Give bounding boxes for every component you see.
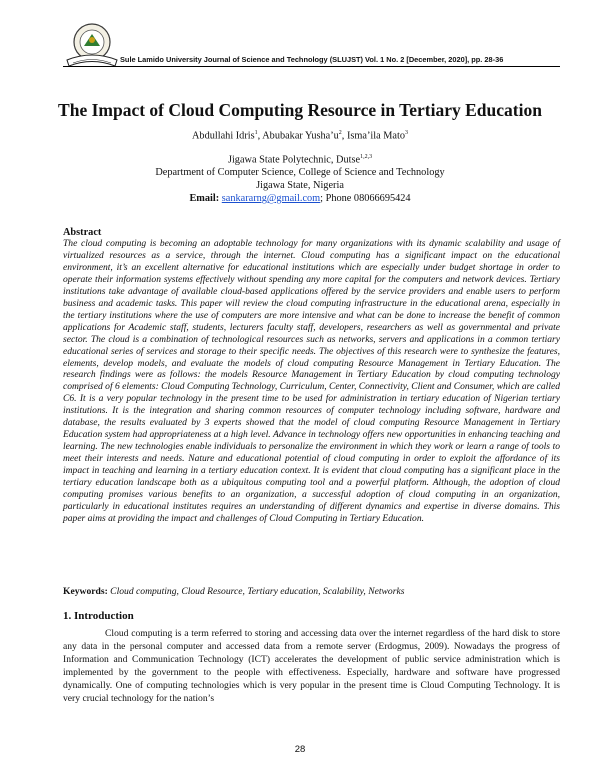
author-sup: 2 xyxy=(338,130,342,136)
section-heading: 1. Introduction xyxy=(63,610,134,622)
institution-name: Jigawa State Polytechnic, Dutse xyxy=(227,154,361,166)
author-separator: , xyxy=(341,130,347,142)
author-name: Abdullahi Idris xyxy=(192,130,255,142)
affiliation-institution xyxy=(0,154,600,165)
phone-text: ; Phone 08066695424 xyxy=(320,193,411,204)
page-number: 28 xyxy=(294,744,306,755)
author-list xyxy=(0,130,600,141)
abstract-body: The cloud computing is becoming an adoptable technology for many organizations with its dynamic scalability and usage of virtualized resources as a service, through the internet. Cloud computing has a significant impact on the educational environment, it’s an excellent alternative for educational institutions which are especially under budget shortage in order to operate their information systems effectively without spending any more capital for the computers and network devices. Tertiary institutions take advantage of available cloud-based applications offered by the service providers and enable users to perform business and academic tasks. This paper will review the cloud computing infrastructure in the educational arena, especially in the tertiary institutions where the use of computers are more intensive and what can be done to increase the benefit of common applications for Academic staff, students, lecturers faculty staff, developers, researchers as well as governmental and private sector. The cloud is a combination of technological resources such as networks, servers and applications in a common tertiary educational series of services and storage to their specific needs. The objectives of this research were to synthesize the features, elements, develop models, and evaluate the models of cloud computing Resource Management in Tertiary Education. The research findings were as follows: the models Resource Management in Tertiary Education by cloud computing technology comprised of 6 elements: Cloud Computing Technology, Curriculum, Center, Connectivity, Client and Consumer, which are called C6. It is a very popular technology in the present time to be used for administration in tertiary education of Nigerian tertiary institutions. It is the integration and sharing common resources of computer technology including software, hardware and database, the results evaluated by 3 experts showed that the model of cloud computing Resource Management in Tertiary Education system had appropriateness at a high level. Advance in technology offers new opportunities in enhancing teaching and learning. The new technologies enable individuals to personalize the environment in which they work or learn a range of tools to meet their interests and needs. Nature and educational potential of cloud computing in order to exploit the affordance of its impact in teaching and learning in a tertiary education context. It is evident that cloud computing has a significant place in the tertiary education landscape both as a ubiquitous computing tool and a powerful platform. Although, the adoption of cloud computing promises various benefits to an organization, a successful adoption of cloud computing in an organization, particularly in educational institutes requires an understanding of different dynamics and expertise in diverse domains. This paper aims at providing the impact and challenges of Cloud Computing in Tertiary Education. xyxy=(63,238,560,524)
keywords-text: Cloud computing, Cloud Resource, Tertiary education, Scalability, Networks xyxy=(110,586,405,597)
journal-logo xyxy=(63,20,121,70)
intro-paragraph: Cloud computing is a term referred to storing and accessing data over the internet regardless of the hard disk to store any data in the personal computer and accessed data from a remote server (Erdogmus, 2009). Nowadays the progress of Information and Communication Technology (ICT) accelerates the development of public service administration which is implemented by the government to the people with effectiveness. Especially, hardware and software have progressed dynamically. One of computing technologies which is very popular in the present time is Cloud Computing Technology. It is very crucial technology for the nation’s xyxy=(63,628,560,705)
author-name: Isma’ila Mato xyxy=(346,130,405,142)
keywords-label: Keywords: xyxy=(63,586,108,597)
author-sup: 1 xyxy=(254,130,258,136)
abstract-heading: Abstract xyxy=(63,227,102,238)
author-separator: , xyxy=(257,130,263,142)
author-name: Abubakar Yusha’u xyxy=(262,130,339,142)
header-rule xyxy=(63,66,560,67)
email-link[interactable]: sankararng@gmail.com xyxy=(221,193,321,204)
keywords-line xyxy=(63,586,560,597)
institution-sup: 1,2,3 xyxy=(360,154,373,160)
email-label: Email: xyxy=(189,193,220,204)
author-sup: 3 xyxy=(404,130,408,136)
paper-title: The Impact of Cloud Computing Resource in Tertiary Education xyxy=(58,100,542,120)
journal-citation: Sule Lamido University Journal of Science and Technology (SLUJST) Vol. 1 No. 2 [December, 2020], pp. 28-36 xyxy=(120,55,504,64)
affiliation-location: Jigawa State, Nigeria xyxy=(256,180,344,191)
contact-line xyxy=(0,193,600,204)
affiliation-department: Department of Computer Science, College of Science and Technology xyxy=(155,167,445,178)
